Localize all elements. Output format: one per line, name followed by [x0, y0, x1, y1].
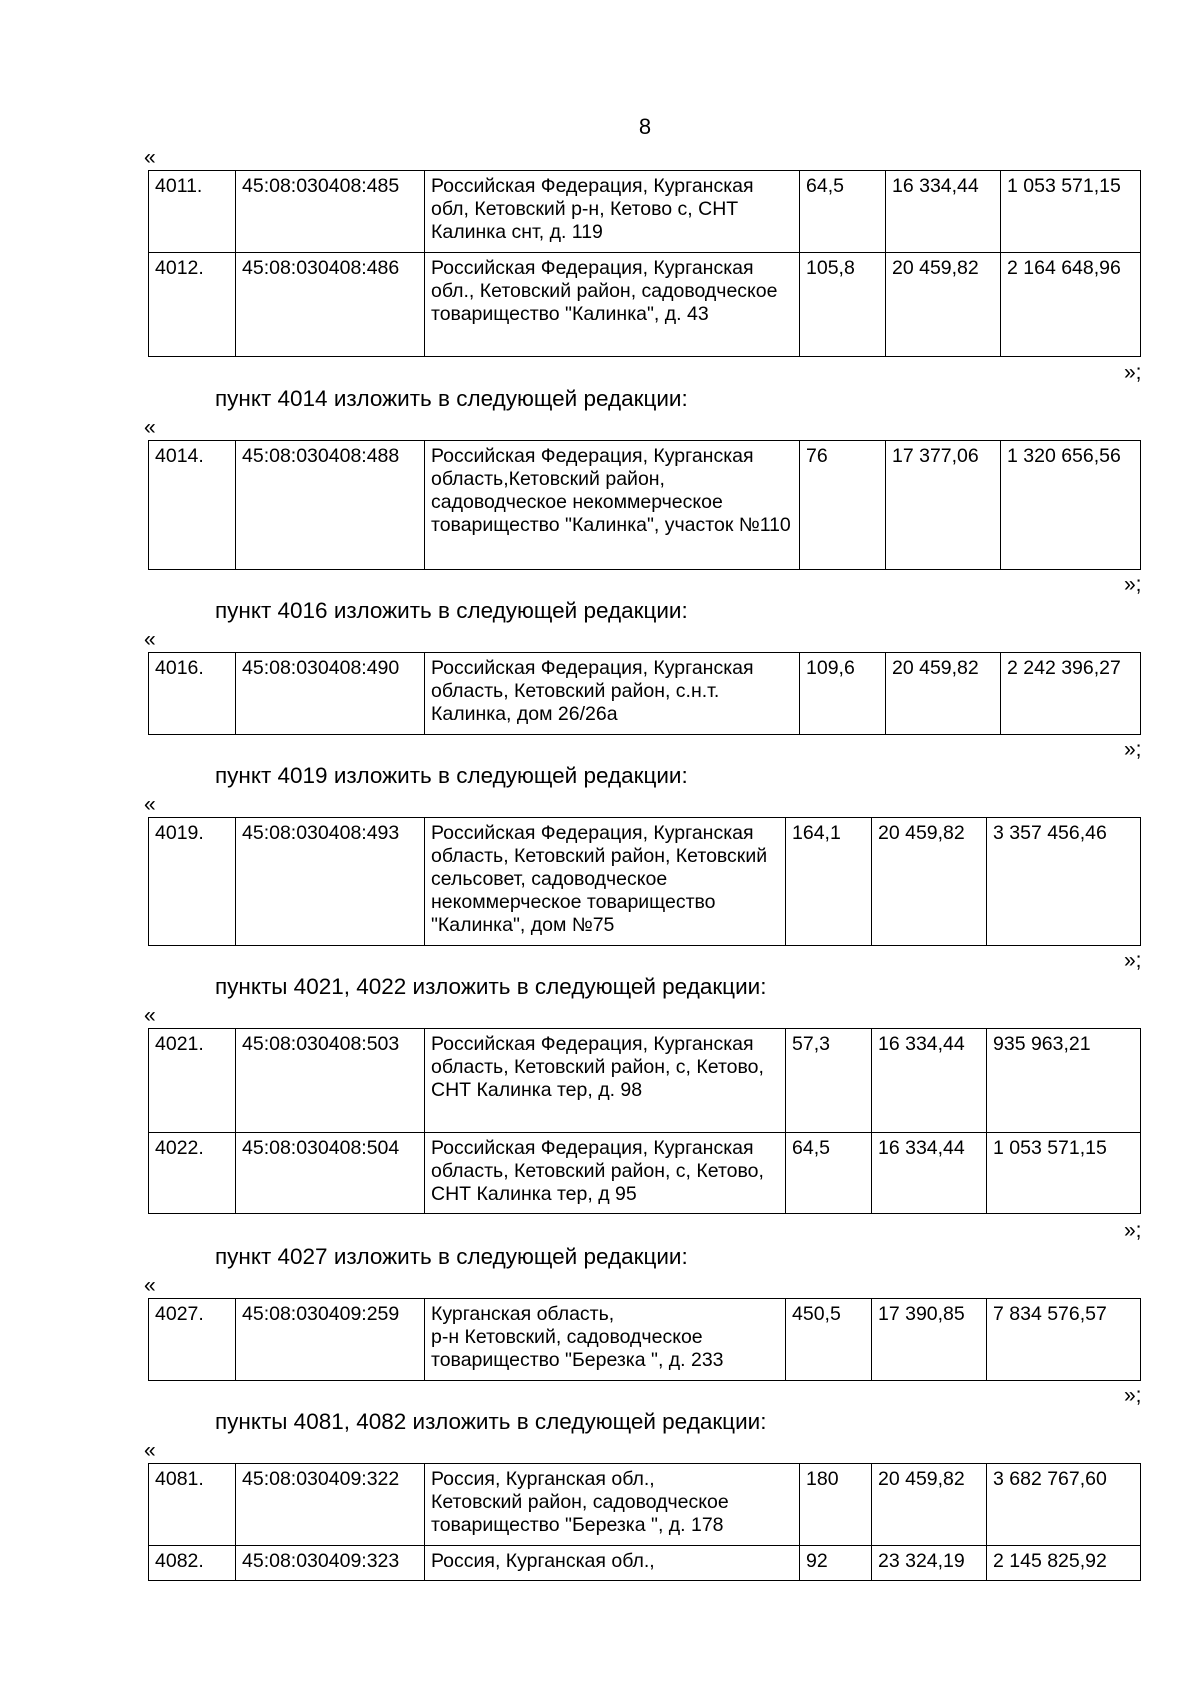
cadastral-number: 45:08:030408:490 [236, 653, 425, 735]
address: Российская Федерация, Курганская область, Кетовский район, с, Кетово, СНТ Калинка тер, д. 98 [425, 1029, 786, 1133]
cadastral-value: 935 963,21 [987, 1029, 1141, 1133]
property-table [148, 817, 1141, 946]
address: Курганская область, р-н Кетовский, садоводческое товарищество "Березка ", д. 233 [425, 1299, 786, 1381]
open-quote: « [144, 1004, 156, 1027]
cadastral-value: 2 145 825,92 [987, 1546, 1141, 1581]
area: 57,3 [786, 1029, 872, 1133]
close-quote: »; [1124, 1384, 1142, 1407]
row-number: 4027. [149, 1299, 236, 1381]
address: Россия, Курганская обл., Кетовский район, садоводческое товарищество "Березка ", д. 178 [425, 1464, 800, 1546]
specific-value: 20 459,82 [872, 818, 987, 946]
close-quote: »; [1124, 1219, 1142, 1242]
table-row [149, 441, 1141, 570]
row-number: 4019. [149, 818, 236, 946]
cadastral-value: 2 164 648,96 [1001, 253, 1141, 357]
specific-value: 16 334,44 [872, 1029, 987, 1133]
row-number: 4021. [149, 1029, 236, 1133]
cadastral-number: 45:08:030408:485 [236, 171, 425, 253]
area: 64,5 [800, 171, 886, 253]
area: 109,6 [800, 653, 886, 735]
row-number: 4082. [149, 1546, 236, 1581]
table-row [149, 1546, 1141, 1581]
amendment-heading: пункт 4027 изложить в следующей редакции: [215, 1244, 688, 1269]
amendment-heading: пункт 4019 изложить в следующей редакции: [215, 763, 688, 788]
address: Российская Федерация, Курганская обл, Кетовский р-н, Кетово с, СНТ Калинка снт, д. 119 [425, 171, 800, 253]
area: 164,1 [786, 818, 872, 946]
cadastral-value: 1 053 571,15 [1001, 171, 1141, 253]
area: 180 [800, 1464, 872, 1546]
specific-value: 17 377,06 [886, 441, 1001, 570]
address: Российская Федерация, Курганская область, Кетовский район, с, Кетово, СНТ Калинка тер, д 95 [425, 1133, 786, 1214]
property-table [148, 1028, 1141, 1214]
amendment-heading: пункты 4021, 4022 изложить в следующей редакции: [215, 974, 767, 999]
open-quote: « [144, 628, 156, 651]
specific-value: 20 459,82 [886, 253, 1001, 357]
specific-value: 20 459,82 [886, 653, 1001, 735]
table-row [149, 818, 1141, 946]
specific-value: 16 334,44 [886, 171, 1001, 253]
table-row [149, 1029, 1141, 1133]
property-table [148, 1298, 1141, 1381]
row-number: 4014. [149, 441, 236, 570]
cadastral-number: 45:08:030408:486 [236, 253, 425, 357]
cadastral-value: 3 357 456,46 [987, 818, 1141, 946]
close-quote: »; [1124, 949, 1142, 972]
cadastral-value: 2 242 396,27 [1001, 653, 1141, 735]
address: Российская Федерация, Курганская обл., Кетовский район, садоводческое товарищество "Калинка", д. 43 [425, 253, 800, 357]
close-quote: »; [1124, 573, 1142, 596]
row-number: 4012. [149, 253, 236, 357]
table-row [149, 171, 1141, 253]
specific-value: 20 459,82 [872, 1464, 987, 1546]
cadastral-number: 45:08:030408:488 [236, 441, 425, 570]
amendment-heading: пункт 4016 изложить в следующей редакции: [215, 598, 688, 623]
table-row [149, 253, 1141, 357]
table-row [149, 1133, 1141, 1214]
close-quote: »; [1124, 361, 1142, 384]
open-quote: « [144, 1274, 156, 1297]
address: Российская Федерация, Курганская область, Кетовский район, с.н.т. Калинка, дом 26/26а [425, 653, 800, 735]
open-quote: « [144, 416, 156, 439]
specific-value: 17 390,85 [872, 1299, 987, 1381]
property-table [148, 170, 1141, 357]
table-row [149, 1299, 1141, 1381]
address: Российская Федерация, Курганская область, Кетовский район, Кетовский сельсовет, садоводческое некоммерческое товарищество "Калинка", дом №75 [425, 818, 786, 946]
cadastral-number: 45:08:030409:322 [236, 1464, 425, 1546]
amendment-heading: пункты 4081, 4082 изложить в следующей редакции: [215, 1409, 767, 1434]
area: 76 [800, 441, 886, 570]
property-table [148, 652, 1141, 735]
table-row [149, 1464, 1141, 1546]
close-quote: »; [1124, 738, 1142, 761]
cadastral-number: 45:08:030408:504 [236, 1133, 425, 1214]
property-table [148, 1463, 1141, 1581]
row-number: 4016. [149, 653, 236, 735]
cadastral-number: 45:08:030408:503 [236, 1029, 425, 1133]
cadastral-value: 3 682 767,60 [987, 1464, 1141, 1546]
row-number: 4081. [149, 1464, 236, 1546]
specific-value: 23 324,19 [872, 1546, 987, 1581]
address: Россия, Курганская обл., [425, 1546, 800, 1581]
open-quote: « [144, 793, 156, 816]
area: 92 [800, 1546, 872, 1581]
address: Российская Федерация, Курганская область,Кетовский район, садоводческое некоммерческое товарищество "Калинка", участок №110 [425, 441, 800, 570]
specific-value: 16 334,44 [872, 1133, 987, 1214]
row-number: 4022. [149, 1133, 236, 1214]
cadastral-number: 45:08:030409:323 [236, 1546, 425, 1581]
cadastral-number: 45:08:030409:259 [236, 1299, 425, 1381]
open-quote: « [144, 1439, 156, 1462]
area: 64,5 [786, 1133, 872, 1214]
area: 105,8 [800, 253, 886, 357]
cadastral-value: 1 320 656,56 [1001, 441, 1141, 570]
amendment-heading: пункт 4014 изложить в следующей редакции: [215, 386, 688, 411]
open-quote: « [144, 146, 156, 169]
property-table [148, 440, 1141, 570]
cadastral-value: 1 053 571,15 [987, 1133, 1141, 1214]
row-number: 4011. [149, 171, 236, 253]
area: 450,5 [786, 1299, 872, 1381]
cadastral-number: 45:08:030408:493 [236, 818, 425, 946]
table-row [149, 653, 1141, 735]
page-number: 8 [638, 114, 652, 139]
cadastral-value: 7 834 576,57 [987, 1299, 1141, 1381]
